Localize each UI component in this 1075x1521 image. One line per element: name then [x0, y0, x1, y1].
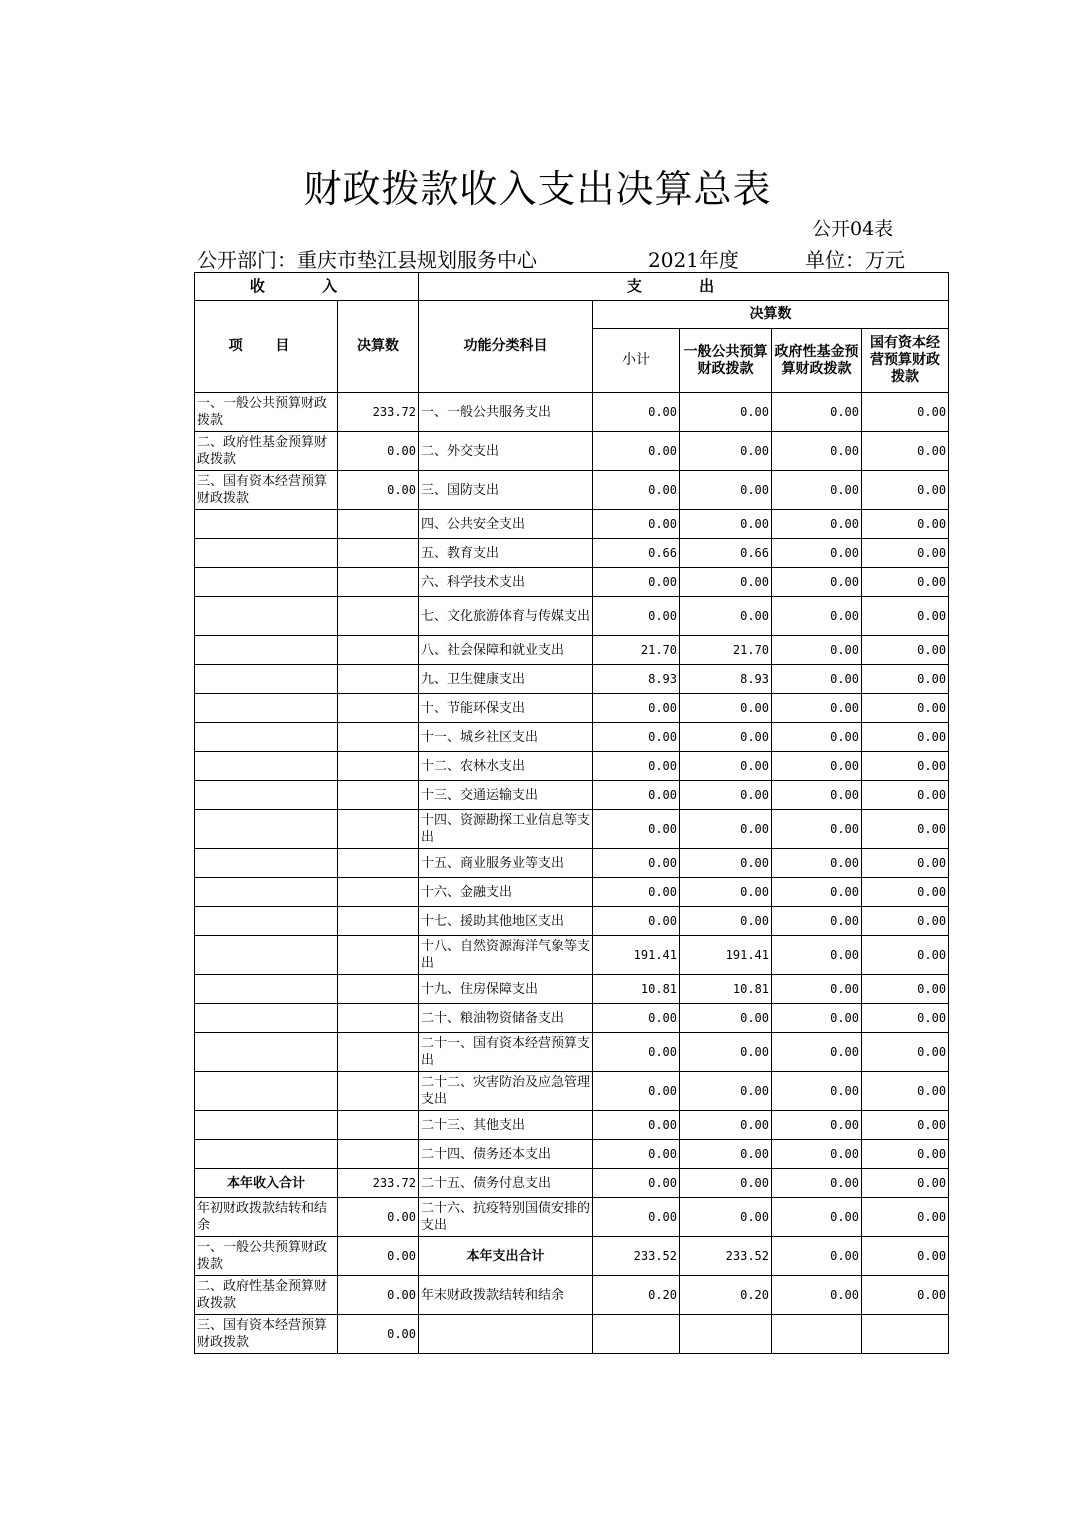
general-budget-cell: 8.93 [680, 665, 772, 694]
income-item-cell [195, 1140, 338, 1169]
general-budget-cell: 0.00 [680, 752, 772, 781]
soe-budget-cell: 0.00 [862, 1111, 949, 1140]
expenditure-item-cell: 二十、粮油物资储备支出 [419, 1004, 593, 1033]
income-amount-cell: 233.72 [338, 1169, 419, 1198]
subtotal-cell: 0.00 [593, 393, 680, 432]
gov-fund-cell: 0.00 [772, 694, 862, 723]
gov-fund-cell: 0.00 [772, 665, 862, 694]
income-amount-cell [338, 1072, 419, 1111]
income-amount-cell: 0.00 [338, 1315, 419, 1354]
currency-unit: 单位：万元 [805, 248, 905, 272]
general-budget-cell: 0.00 [680, 907, 772, 936]
table-row [195, 1140, 949, 1169]
table-row [195, 936, 949, 975]
soe-budget-cell: 0.00 [862, 510, 949, 539]
gov-fund-cell: 0.00 [772, 1004, 862, 1033]
general-budget-cell: 233.52 [680, 1237, 772, 1276]
subtotal-cell: 0.00 [593, 1198, 680, 1237]
income-section-header: 收 入 [195, 273, 419, 301]
subtotal-cell: 21.70 [593, 636, 680, 665]
general-budget-cell: 191.41 [680, 936, 772, 975]
subtotal-header: 小计 [593, 329, 680, 393]
general-budget-cell: 10.81 [680, 975, 772, 1004]
subtotal-cell: 0.00 [593, 568, 680, 597]
income-item-cell [195, 752, 338, 781]
income-amount-cell: 0.00 [338, 1276, 419, 1315]
subtotal-cell: 0.00 [593, 1072, 680, 1111]
soe-budget-cell: 0.00 [862, 597, 949, 636]
general-budget-cell: 0.20 [680, 1276, 772, 1315]
expenditure-item-cell: 二十二、灾害防治及应急管理支出 [419, 1072, 593, 1111]
income-amount-cell [338, 907, 419, 936]
table-row [195, 878, 949, 907]
soe-budget-cell: 0.00 [862, 1072, 949, 1111]
gov-fund-cell: 0.00 [772, 471, 862, 510]
income-amount-cell: 0.00 [338, 432, 419, 471]
general-budget-cell: 0.00 [680, 1111, 772, 1140]
soe-budget-cell: 0.00 [862, 723, 949, 752]
soe-budget-cell: 0.00 [862, 752, 949, 781]
table-row [195, 752, 949, 781]
income-item-cell: 一、一般公共预算财政拨款 [195, 393, 338, 432]
expenditure-item-cell: 二、外交支出 [419, 432, 593, 471]
income-item-cell [195, 810, 338, 849]
income-amount-cell [338, 1033, 419, 1072]
income-item-cell [195, 975, 338, 1004]
expenditure-item-cell: 一、一般公共服务支出 [419, 393, 593, 432]
soe-budget-cell: 0.00 [862, 1237, 949, 1276]
general-budget-cell: 0.00 [680, 510, 772, 539]
income-amount-cell [338, 694, 419, 723]
income-amount-cell [338, 752, 419, 781]
general-budget-cell: 0.00 [680, 1033, 772, 1072]
general-budget-cell: 0.00 [680, 878, 772, 907]
gov-fund-cell: 0.00 [772, 975, 862, 1004]
expenditure-item-cell: 十、节能环保支出 [419, 694, 593, 723]
gov-fund-cell: 0.00 [772, 849, 862, 878]
table-row [195, 723, 949, 752]
general-budget-cell: 0.00 [680, 810, 772, 849]
amount-header: 决算数 [338, 301, 419, 393]
table-row [195, 393, 949, 432]
table-row [195, 665, 949, 694]
income-item-cell: 三、国有资本经营预算财政拨款 [195, 1315, 338, 1354]
table-row [195, 432, 949, 471]
income-item-cell [195, 510, 338, 539]
subtotal-cell: 0.00 [593, 810, 680, 849]
department-label: 公开部门：重庆市垫江县规划服务中心 [197, 248, 537, 272]
gov-fund-cell: 0.00 [772, 568, 862, 597]
general-budget-cell: 0.00 [680, 1169, 772, 1198]
income-item-cell: 年初财政拨款结转和结余 [195, 1198, 338, 1237]
income-amount-cell [338, 936, 419, 975]
fiscal-year: 2021年度 [648, 248, 739, 272]
general-budget-cell: 0.00 [680, 1140, 772, 1169]
soe-budget-cell: 0.00 [862, 471, 949, 510]
subtotal-cell: 0.00 [593, 1004, 680, 1033]
income-item-cell [195, 568, 338, 597]
general-budget-cell: 0.00 [680, 694, 772, 723]
expenditure-item-cell: 本年支出合计 [419, 1237, 593, 1276]
income-item-cell: 一、一般公共预算财政拨款 [195, 1237, 338, 1276]
general-budget-cell: 0.00 [680, 393, 772, 432]
soe-budget-cell: 0.00 [862, 393, 949, 432]
income-amount-cell [338, 1140, 419, 1169]
gov-fund-cell: 0.00 [772, 907, 862, 936]
income-amount-cell [338, 597, 419, 636]
expenditure-item-cell: 八、社会保障和就业支出 [419, 636, 593, 665]
income-item-cell [195, 1111, 338, 1140]
expenditure-item-cell: 四、公共安全支出 [419, 510, 593, 539]
gov-fund-cell: 0.00 [772, 723, 862, 752]
income-item-cell [195, 1004, 338, 1033]
soe-budget-cell: 0.00 [862, 539, 949, 568]
general-budget-cell: 0.00 [680, 1198, 772, 1237]
general-budget-cell: 0.00 [680, 781, 772, 810]
expenditure-item-cell: 五、教育支出 [419, 539, 593, 568]
gov-fund-cell: 0.00 [772, 510, 862, 539]
gov-fund-cell: 0.00 [772, 936, 862, 975]
income-item-cell [195, 781, 338, 810]
income-amount-cell [338, 781, 419, 810]
gov-fund-cell: 0.00 [772, 393, 862, 432]
income-item-cell [195, 1033, 338, 1072]
income-item-cell [195, 907, 338, 936]
expenditure-item-cell: 六、科学技术支出 [419, 568, 593, 597]
expenditure-item-cell: 年末财政拨款结转和结余 [419, 1276, 593, 1315]
expenditure-item-cell: 二十一、国有资本经营预算支出 [419, 1033, 593, 1072]
subtotal-cell: 0.00 [593, 878, 680, 907]
income-item-cell: 二、政府性基金预算财政拨款 [195, 432, 338, 471]
subtotal-cell: 0.00 [593, 432, 680, 471]
subtotal-cell: 0.00 [593, 471, 680, 510]
subtotal-cell: 0.00 [593, 723, 680, 752]
subtotal-cell: 0.66 [593, 539, 680, 568]
table-row [195, 510, 949, 539]
income-amount-cell: 0.00 [338, 1237, 419, 1276]
gov-fund-cell: 0.00 [772, 781, 862, 810]
subtotal-cell: 0.00 [593, 907, 680, 936]
general-budget-cell: 0.00 [680, 432, 772, 471]
table-row [195, 1111, 949, 1140]
income-item-cell [195, 665, 338, 694]
soe-budget-cell: 0.00 [862, 878, 949, 907]
income-amount-cell [338, 878, 419, 907]
subtotal-cell: 0.20 [593, 1276, 680, 1315]
subtotal-cell: 0.00 [593, 510, 680, 539]
income-item-cell [195, 597, 338, 636]
subtotal-cell [593, 1315, 680, 1354]
table-row [195, 1276, 949, 1315]
table-row [195, 1033, 949, 1072]
income-item-cell [195, 723, 338, 752]
income-item-cell [195, 878, 338, 907]
income-amount-cell: 0.00 [338, 1198, 419, 1237]
gov-fund-cell: 0.00 [772, 432, 862, 471]
subtotal-cell: 8.93 [593, 665, 680, 694]
table-row [195, 1237, 949, 1276]
general-budget-cell: 0.66 [680, 539, 772, 568]
general-budget-cell [680, 1315, 772, 1354]
soe-budget-cell: 0.00 [862, 1033, 949, 1072]
soe-budget-cell: 0.00 [862, 1276, 949, 1315]
expenditure-item-cell [419, 1315, 593, 1354]
income-amount-cell [338, 665, 419, 694]
subtotal-cell: 233.52 [593, 1237, 680, 1276]
gov-fund-cell: 0.00 [772, 1169, 862, 1198]
soe-budget-cell: 0.00 [862, 665, 949, 694]
gov-fund-cell: 0.00 [772, 1072, 862, 1111]
soe-budget-cell: 0.00 [862, 432, 949, 471]
income-item-cell [195, 636, 338, 665]
table-row [195, 1198, 949, 1237]
table-row [195, 849, 949, 878]
general-budget-cell: 0.00 [680, 849, 772, 878]
income-amount-cell [338, 568, 419, 597]
gov-fund-cell: 0.00 [772, 1033, 862, 1072]
income-amount-cell [338, 1111, 419, 1140]
soe-budget-header: 国有资本经营预算财政拨款 [862, 329, 949, 393]
gov-fund-cell: 0.00 [772, 636, 862, 665]
expenditure-item-cell: 二十三、其他支出 [419, 1111, 593, 1140]
income-item-cell [195, 1072, 338, 1111]
expenditure-item-cell: 十九、住房保障支出 [419, 975, 593, 1004]
table-row [195, 568, 949, 597]
soe-budget-cell: 0.00 [862, 1004, 949, 1033]
table-row [195, 810, 949, 849]
expenditure-item-cell: 十三、交通运输支出 [419, 781, 593, 810]
soe-budget-cell: 0.00 [862, 849, 949, 878]
expenditure-item-cell: 九、卫生健康支出 [419, 665, 593, 694]
soe-budget-cell: 0.00 [862, 568, 949, 597]
subtotal-cell: 0.00 [593, 1111, 680, 1140]
gov-fund-cell [772, 1315, 862, 1354]
gov-fund-cell: 0.00 [772, 539, 862, 568]
income-amount-cell: 0.00 [338, 471, 419, 510]
expenditure-item-cell: 二十五、债务付息支出 [419, 1169, 593, 1198]
subtotal-cell: 0.00 [593, 1033, 680, 1072]
income-amount-cell [338, 539, 419, 568]
table-row [195, 907, 949, 936]
expenditure-item-cell: 十六、金融支出 [419, 878, 593, 907]
table-row [195, 1315, 949, 1354]
soe-budget-cell: 0.00 [862, 694, 949, 723]
subtotal-cell: 0.00 [593, 752, 680, 781]
income-amount-cell [338, 1004, 419, 1033]
function-class-header: 功能分类科目 [419, 301, 593, 393]
income-amount-cell [338, 510, 419, 539]
income-item-cell: 三、国有资本经营预算财政拨款 [195, 471, 338, 510]
general-budget-cell: 21.70 [680, 636, 772, 665]
general-budget-cell: 0.00 [680, 597, 772, 636]
income-amount-cell: 233.72 [338, 393, 419, 432]
subtotal-cell: 0.00 [593, 849, 680, 878]
gov-fund-header: 政府性基金预算财政拨款 [772, 329, 862, 393]
soe-budget-cell: 0.00 [862, 936, 949, 975]
general-budget-cell: 0.00 [680, 1004, 772, 1033]
expenditure-item-cell: 十七、援助其他地区支出 [419, 907, 593, 936]
table-row [195, 1169, 949, 1198]
income-item-cell: 二、政府性基金预算财政拨款 [195, 1276, 338, 1315]
table-row [195, 781, 949, 810]
table-row [195, 597, 949, 636]
subtotal-cell: 0.00 [593, 1169, 680, 1198]
expenditure-item-cell: 十一、城乡社区支出 [419, 723, 593, 752]
general-budget-cell: 0.00 [680, 471, 772, 510]
income-amount-cell [338, 849, 419, 878]
soe-budget-cell: 0.00 [862, 781, 949, 810]
page-title: 财政拨款收入支出决算总表 [303, 167, 772, 211]
subtotal-cell: 0.00 [593, 597, 680, 636]
gov-fund-cell: 0.00 [772, 1276, 862, 1315]
expenditure-item-cell: 十八、自然资源海洋气象等支出 [419, 936, 593, 975]
soe-budget-cell: 0.00 [862, 907, 949, 936]
expenditure-section-header: 支 出 [419, 273, 949, 301]
soe-budget-cell: 0.00 [862, 1198, 949, 1237]
item-header: 项 目 [195, 301, 338, 393]
form-number: 公开04表 [812, 218, 894, 240]
gov-fund-cell: 0.00 [772, 752, 862, 781]
general-budget-cell: 0.00 [680, 568, 772, 597]
income-item-cell [195, 849, 338, 878]
expenditure-item-cell: 二十六、抗疫特别国债安排的支出 [419, 1198, 593, 1237]
soe-budget-cell: 0.00 [862, 975, 949, 1004]
expenditure-item-cell: 三、国防支出 [419, 471, 593, 510]
gov-fund-cell: 0.00 [772, 1198, 862, 1237]
expenditure-item-cell: 十二、农林水支出 [419, 752, 593, 781]
table-row [195, 694, 949, 723]
income-item-cell [195, 539, 338, 568]
general-budget-cell: 0.00 [680, 723, 772, 752]
table-row [195, 1072, 949, 1111]
soe-budget-cell: 0.00 [862, 1169, 949, 1198]
gov-fund-cell: 0.00 [772, 597, 862, 636]
gov-fund-cell: 0.00 [772, 878, 862, 907]
expenditure-item-cell: 十五、商业服务业等支出 [419, 849, 593, 878]
gov-fund-cell: 0.00 [772, 810, 862, 849]
expenditure-item-cell: 十四、资源勘探工业信息等支出 [419, 810, 593, 849]
soe-budget-cell: 0.00 [862, 810, 949, 849]
income-amount-cell [338, 975, 419, 1004]
table-row [195, 471, 949, 510]
gov-fund-cell: 0.00 [772, 1140, 862, 1169]
expenditure-item-cell: 二十四、债务还本支出 [419, 1140, 593, 1169]
soe-budget-cell: 0.00 [862, 1140, 949, 1169]
general-budget-cell: 0.00 [680, 1072, 772, 1111]
general-budget-header: 一般公共预算财政拨款 [680, 329, 772, 393]
soe-budget-cell [862, 1315, 949, 1354]
gov-fund-cell: 0.00 [772, 1237, 862, 1276]
table-row [195, 1004, 949, 1033]
table-row [195, 636, 949, 665]
income-amount-cell [338, 810, 419, 849]
expenditure-item-cell: 七、文化旅游体育与传媒支出 [419, 597, 593, 636]
final-amount-header: 决算数 [593, 301, 949, 329]
gov-fund-cell: 0.00 [772, 1111, 862, 1140]
income-amount-cell [338, 723, 419, 752]
soe-budget-cell: 0.00 [862, 636, 949, 665]
subtotal-cell: 10.81 [593, 975, 680, 1004]
table-row [195, 975, 949, 1004]
subtotal-cell: 0.00 [593, 781, 680, 810]
income-amount-cell [338, 636, 419, 665]
subtotal-cell: 0.00 [593, 694, 680, 723]
income-item-cell: 本年收入合计 [195, 1169, 338, 1198]
table-row [195, 539, 949, 568]
income-item-cell [195, 694, 338, 723]
income-item-cell [195, 936, 338, 975]
budget-table [194, 272, 949, 1354]
subtotal-cell: 0.00 [593, 1140, 680, 1169]
subtotal-cell: 191.41 [593, 936, 680, 975]
